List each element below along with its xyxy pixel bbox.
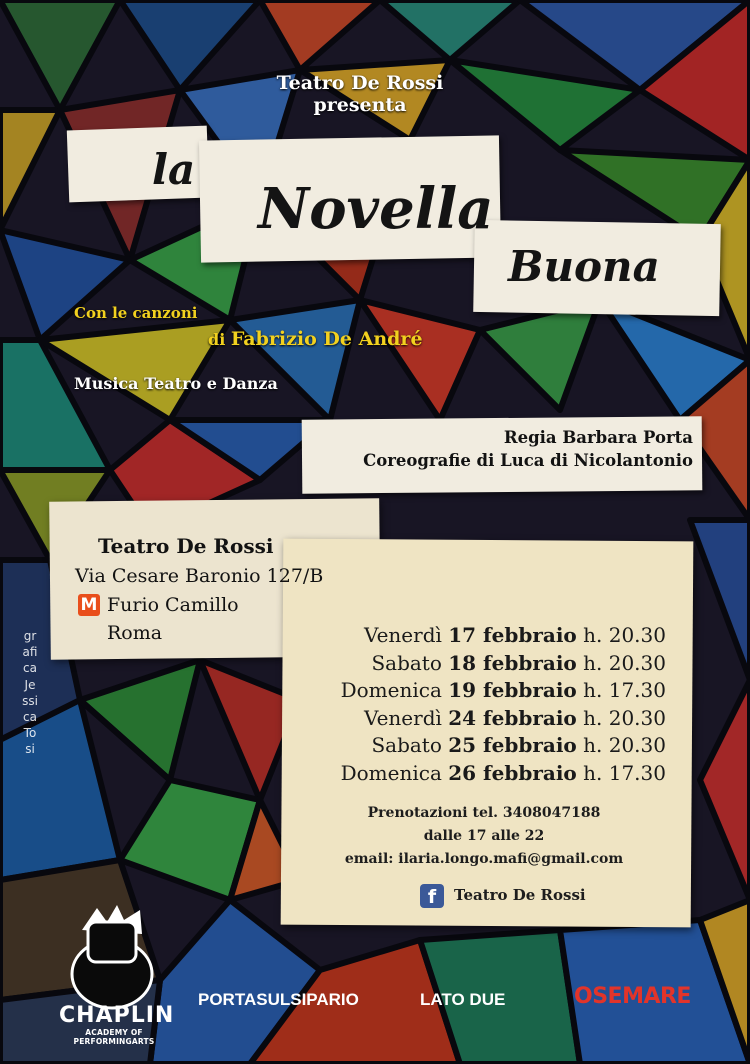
title-word-buona: Buona <box>508 242 660 291</box>
artist-name: Fabrizio De André <box>230 328 423 350</box>
date-row: Domenica 19 febbraio h. 17.30 <box>340 678 666 702</box>
date-row: Domenica 26 febbraio h. 17.30 <box>340 760 666 785</box>
sponsor-lato-due: LATO DUE <box>420 990 506 1009</box>
date-row: Sabato 18 febbraio h. 20.30 <box>371 650 666 675</box>
sponsor-osemare: OSEMARE <box>574 984 691 1009</box>
metro-icon: M <box>78 594 100 616</box>
metro-stop: Furio Camillo <box>107 594 239 616</box>
booking-email[interactable]: email: ilaria.longo.mafi@gmail.com <box>344 851 624 867</box>
venue-street: Via Cesare Baronio 127/B <box>75 565 324 587</box>
genre-line: Musica Teatro e Danza <box>74 374 278 393</box>
title-word-la: la <box>152 145 196 194</box>
direction-credit: Regia Barbara Porta <box>503 428 693 447</box>
subtitle-prefix: di <box>208 330 226 349</box>
show-dates <box>290 622 666 787</box>
choreography-credit: Coreografie di Luca di Nicolantonio <box>363 451 693 470</box>
presenter-name: Teatro De Rossi <box>276 72 444 94</box>
sponsor-portasulsipario: PORTASULSIPARIO <box>198 990 359 1009</box>
subtitle-line2 <box>208 328 423 350</box>
booking-info <box>300 802 668 871</box>
graphics-credit: grafica Jessica Tosi <box>22 629 38 757</box>
facebook-label[interactable]: Teatro De Rossi <box>454 886 586 904</box>
title-word-novella: Novella <box>258 176 494 242</box>
facebook-icon: f <box>420 884 444 908</box>
date-row: Venerdì 24 febbraio h. 20.30 <box>363 705 666 730</box>
venue-name: Teatro De Rossi <box>98 534 274 558</box>
presenter-verb: presenta <box>313 94 407 116</box>
date-row: Venerdì 17 febbraio h. 20.30 <box>363 623 666 647</box>
date-row: Sabato 25 febbraio h. 20.30 <box>371 733 666 757</box>
credits <box>300 426 693 472</box>
logo-sub: ACADEMY OF PERFORMINGARTS <box>73 1028 155 1046</box>
venue-city: Roma <box>107 622 163 644</box>
booking-hours: dalle 17 alle 22 <box>423 828 545 844</box>
booking-phone: Prenotazioni tel. 3408047188 <box>367 805 601 821</box>
presenter <box>230 72 490 116</box>
logo-text <box>59 1003 175 1046</box>
subtitle-line1: Con le canzoni <box>74 304 198 322</box>
logo-main: CHAPLIN <box>59 1003 175 1028</box>
